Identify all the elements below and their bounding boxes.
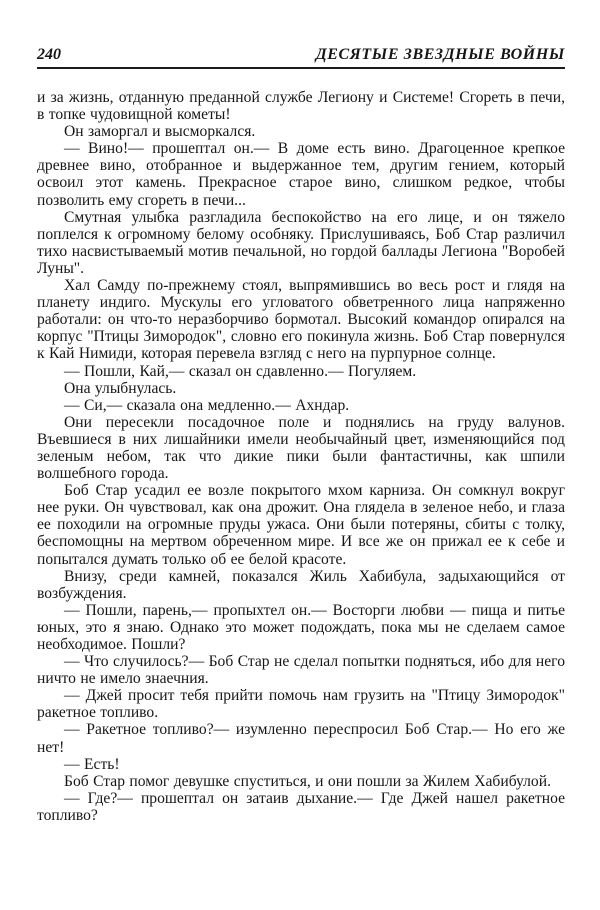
paragraph: Боб Стар помог девушке спуститься, и они пошли за Жилем Хабибулой. [64,772,551,790]
paragraph: — Джей просит тебя прийти помочь нам грузить на "Птицу Зимородок" ракетное топливо. [37,687,565,722]
paragraph: — Пошли, парень,— пропыхтел он.— Восторги любви — пища и питье юных, это я знаю. Однако это может подождать, пока мы не сделаем самое необходимое. Пошли? [37,601,565,653]
paragraph: — Где?— прошептал он затаив дыхание.— Где Джей нашел ракетное топливо? [37,789,565,824]
paragraph: — Вино!— прошептал он.— В доме есть вино. Драгоценное крепкое древнее вино, отобранное и выдержанное тем, другим гением, который освоил этот камень. Прекрасное старое вино, слишком редкое, чтобы позволить ему сгореть в печи... [37,140,565,209]
text-body [37,89,565,824]
paragraph: — Си,— сказала она медленно.— Ахндар. [64,396,350,414]
page-header [37,46,565,69]
paragraph: Они пересекли посадочное поле и поднялись на груду валунов. Въевшиеся в них лишайники имели необычайный цвет, изменяющийся под зеленым небом, так что дикие пики были фантастичны, как шпили волшебного города. [37,413,565,483]
paragraph: — Есть! [64,755,120,773]
paragraph: Смутная улыбка разгладила беспокойство на его лице, и он тяжело поплелся к огромному белому особняку. Прислушиваясь, Боб Стар различил тихо насвистываемый мотив печальной, но гордой баллады Легиона "Воробей Луны". [37,208,565,277]
page-number: 240 [37,46,61,63]
paragraph: Он заморгал и высморкался. [64,123,256,141]
paragraph: Боб Стар усадил ее возле покрытого мхом карниза. Он сомкнул вокруг нее руки. Он чувствовал, как она дрожит. Она глядела в зеленое небо, и глаза ее походили на огромные пруды ужаса. Они были потеряны, сбиты с толку, беспомощны на мертвом обреченном мире. И все же он прижал ее к себе и попытался думать только об ее белой красоте. [37,482,565,568]
paragraph: Внизу, среди камней, показался Жиль Хабибула, задыхающийся от возбуждения. [37,567,565,602]
paragraph: — Что случилось?— Боб Стар не сделал попытки подняться, ибо для него ничто не имело знаечния. [37,653,565,688]
paragraph: Она улыбнулась. [64,379,177,397]
paragraph: — Ракетное топливо?— изумленно переспросил Боб Стар.— Но его же нет! [37,721,565,756]
paragraph: — Пошли, Кай,— сказал он сдавленно.— Погуляем. [64,362,417,380]
paragraph: Хал Самду по-прежнему стоял, выпрямившись во весь рост и глядя на планету индиго. Мускулы его угловатого обветренного лица напряженно работали: он что-то неразборчиво бормотал. Высокий командор опирался на корпус "Птицы Зимородок", словно его покинула жизнь. Боб Стар повернулся к Кай Нимиди, которая перевела взгляд с него на пурпурное солнце. [37,277,565,363]
paragraph: и за жизнь, отданную преданной службе Легиону и Системе! Сгореть в печи, в топке чудовищной кометы! [37,89,565,124]
running-title: ДЕСЯТЫЕ ЗВЕЗДНЫЕ ВОЙНЫ [315,46,565,63]
